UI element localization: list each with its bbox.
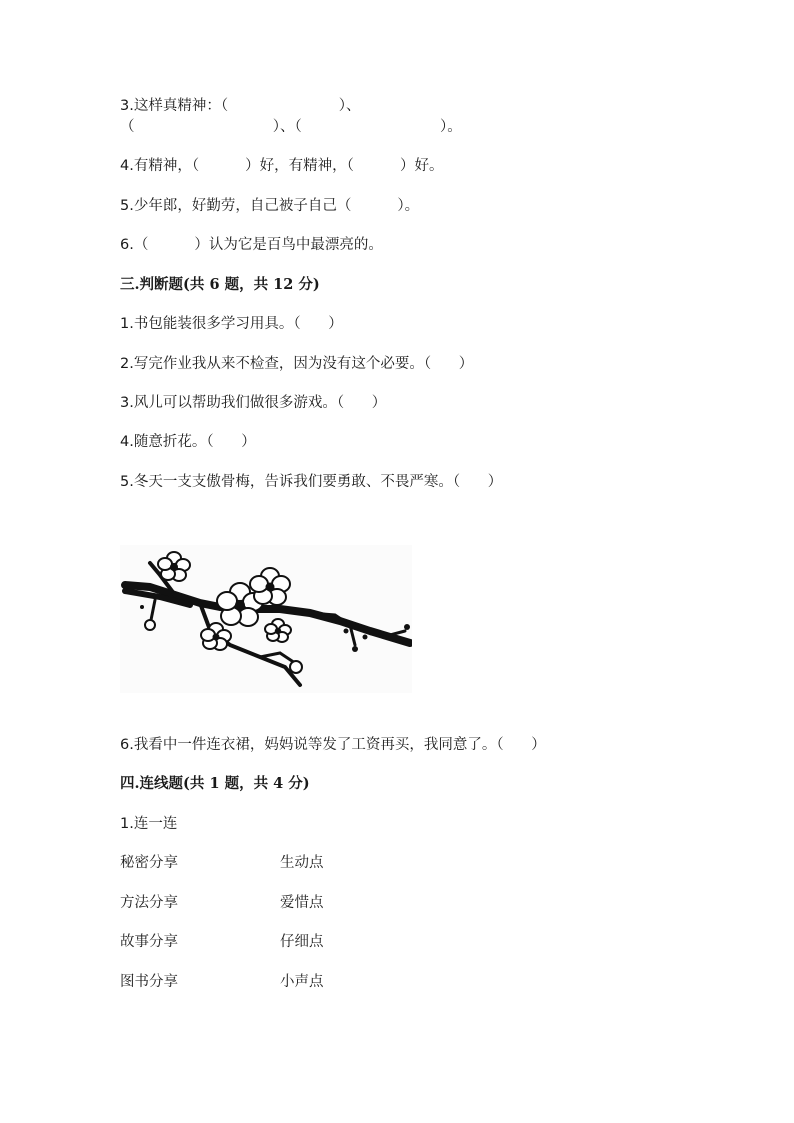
matching-right-3[interactable]: 仔细点 (280, 934, 324, 950)
matching-right-1[interactable]: 生动点 (280, 855, 324, 871)
plum-blossom-image (120, 545, 412, 693)
judgment-item-3: 3.风儿可以帮助我们做很多游戏。（ ） (120, 395, 387, 411)
matching-left-3[interactable]: 故事分享 (120, 934, 178, 950)
matching-left-2[interactable]: 方法分享 (120, 895, 178, 911)
matching-section-title: 四.连线题(共 1 题，共 4 分) (120, 775, 310, 792)
q3-line2: （ ）、（ ）。 (120, 119, 462, 135)
judgment-item-6: 6.我看中一件连衣裙，妈妈说等发了工资再买，我同意了。（ ） (120, 737, 546, 753)
matching-left-1[interactable]: 秘密分享 (120, 855, 178, 871)
matching-question-1: 1.连一连 (120, 816, 178, 832)
q4-text: 4.有精神，（ ）好，有精神，（ ）好。 (120, 158, 444, 174)
q3-line1: 3.这样真精神：（ ）、 (120, 98, 361, 114)
matching-right-4[interactable]: 小声点 (280, 974, 324, 990)
judgment-item-1: 1.书包能装很多学习用具。（ ） (120, 316, 343, 332)
judgment-item-5: 5.冬天一支支傲骨梅，告诉我们要勇敢、不畏严寒。（ ） (120, 474, 503, 490)
matching-left-4[interactable]: 图书分享 (120, 974, 178, 990)
matching-right-2[interactable]: 爱惜点 (280, 895, 324, 911)
judgment-item-2: 2.写完作业我从来不检查，因为没有这个必要。（ ） (120, 356, 474, 372)
judgment-section-title: 三.判断题(共 6 题，共 12 分) (120, 276, 320, 293)
q5-text: 5.少年郎，好勤劳，自己被子自己（ ）。 (120, 198, 420, 214)
q6-text: 6.（ ）认为它是百鸟中最漂亮的。 (120, 237, 383, 253)
plum-blossom-branch-illustration (120, 545, 412, 693)
judgment-item-4: 4.随意折花。（ ） (120, 434, 256, 450)
